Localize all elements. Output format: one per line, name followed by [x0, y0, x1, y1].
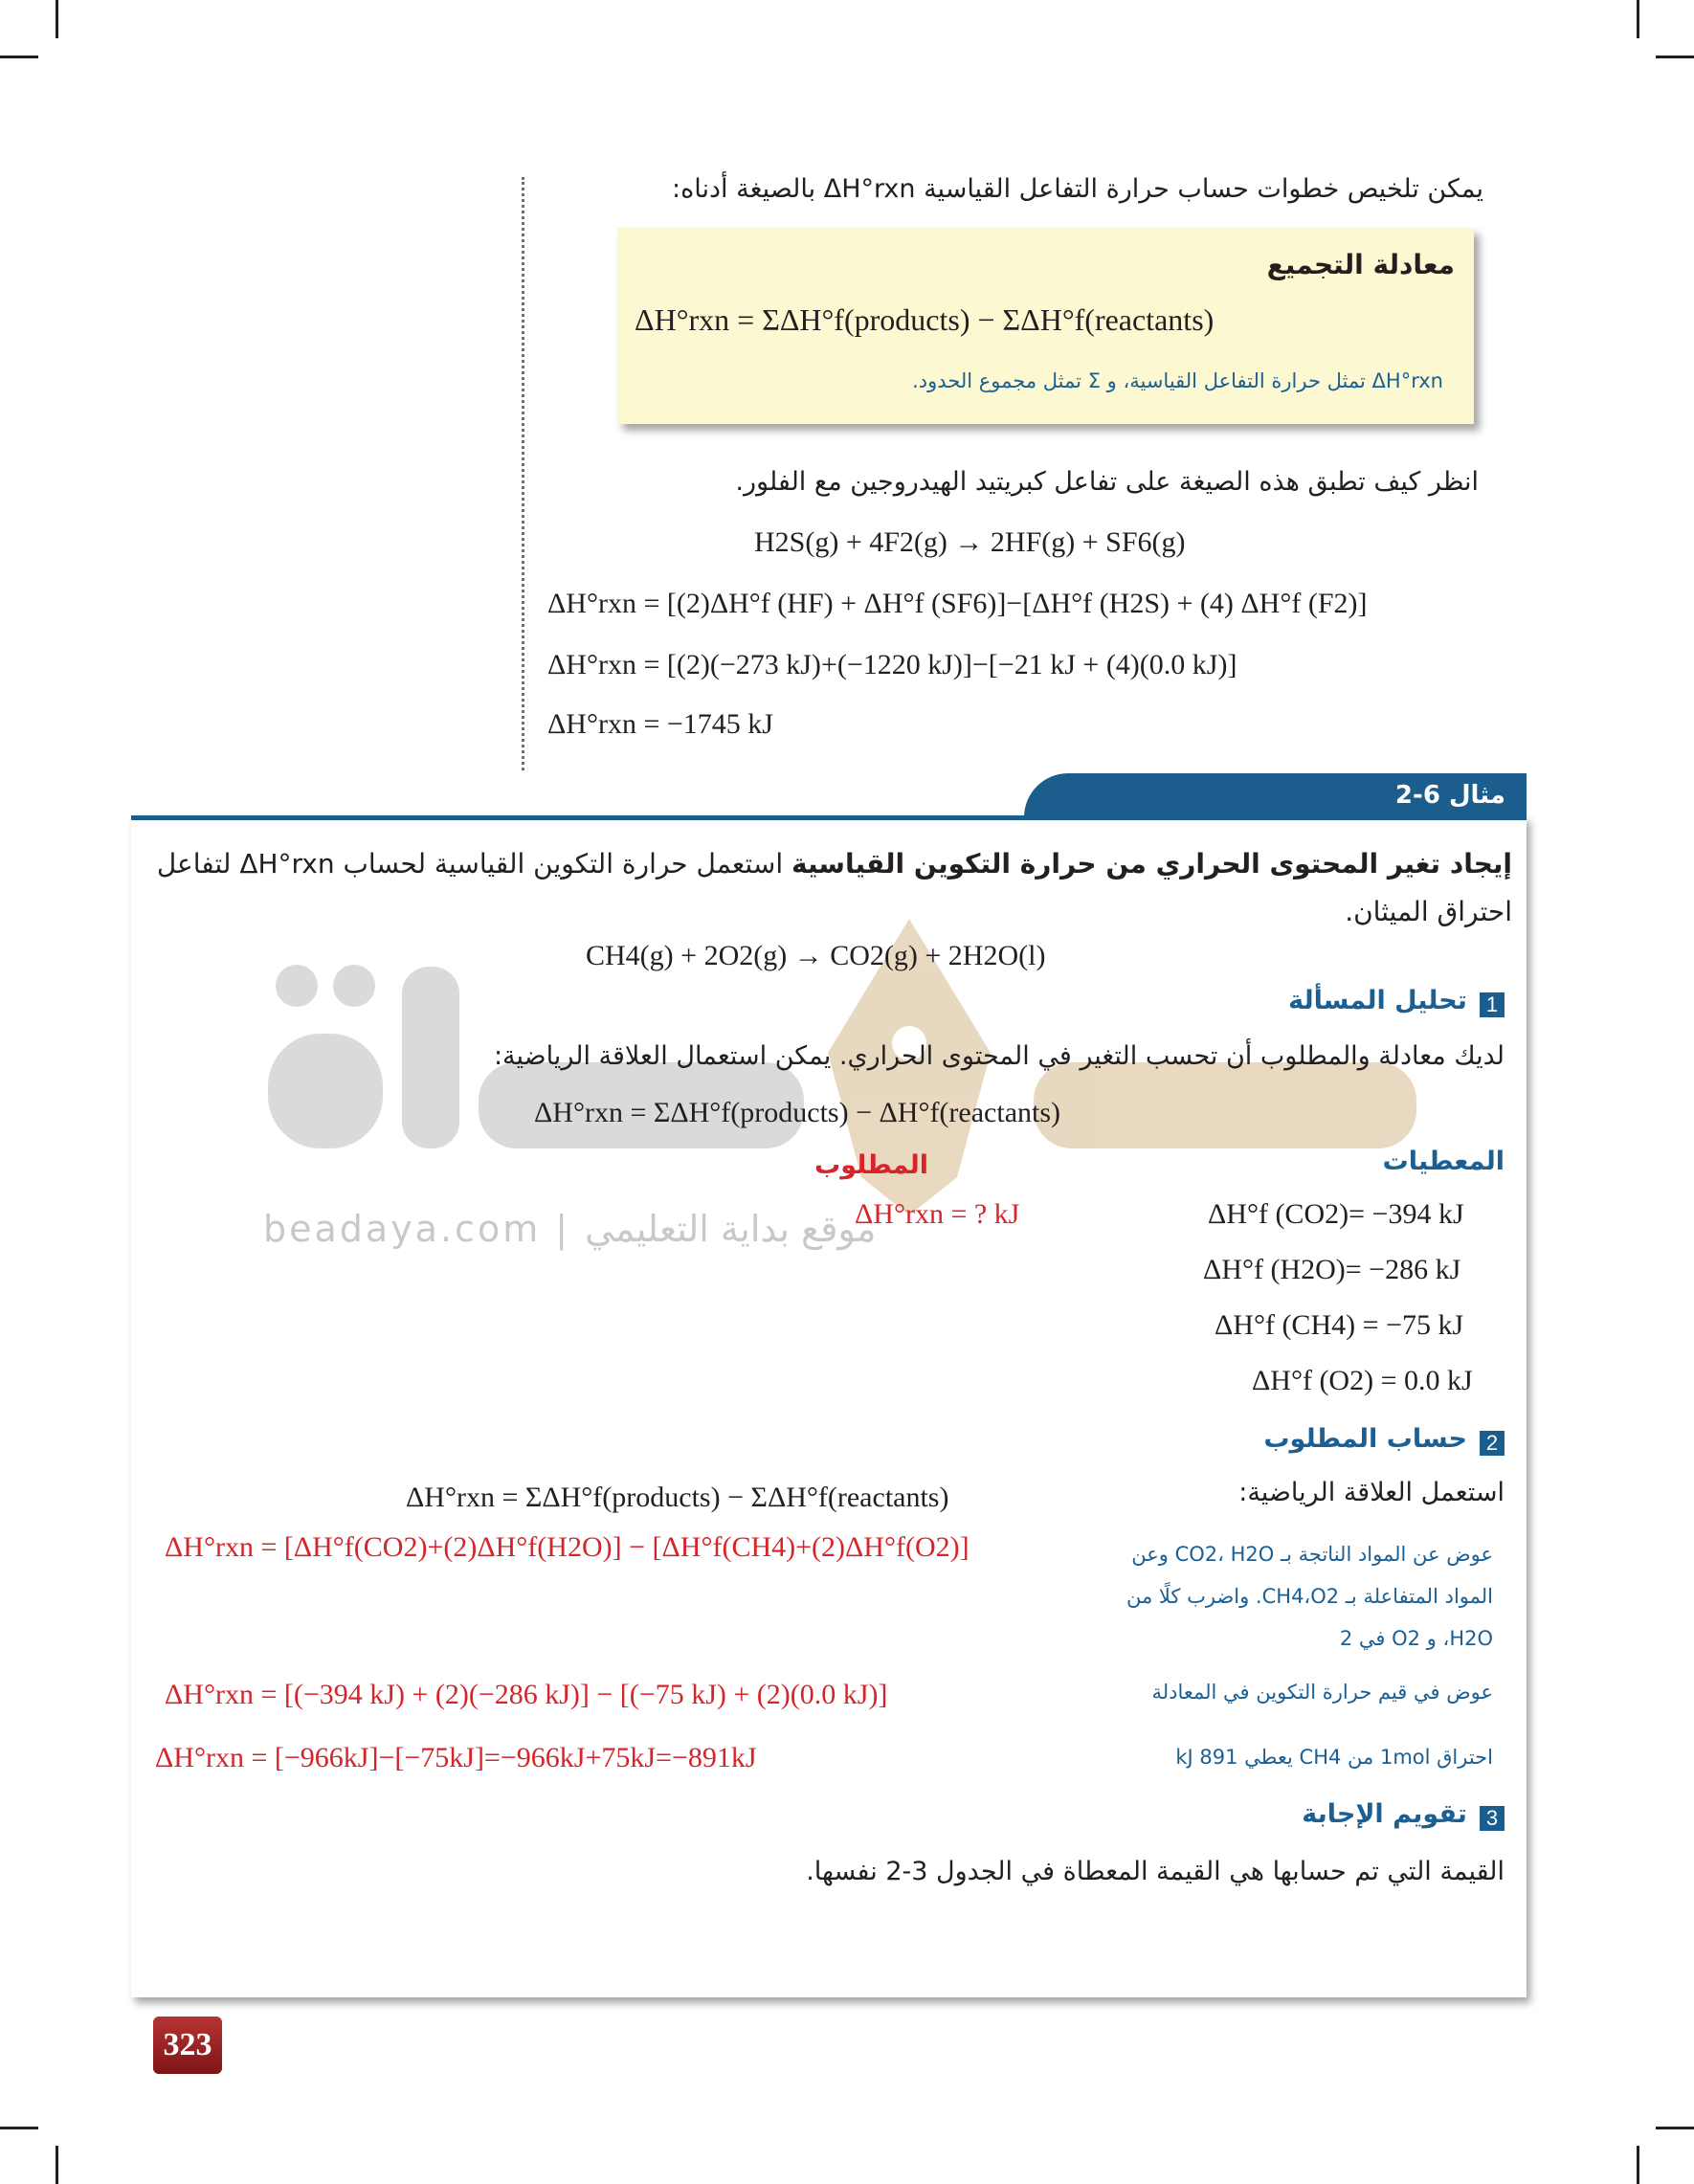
- given-ch4: ΔH°f (CH4) = −75 kJ: [1215, 1309, 1464, 1341]
- step3-number: 3: [1480, 1806, 1505, 1831]
- given-co2: ΔH°f (CO2)= −394 kJ: [1208, 1198, 1464, 1230]
- h2s-intro: انظر كيف تطبق هذه الصيغة على تفاعل كبريتيد الهيدروجين مع الفلور.: [735, 467, 1479, 497]
- box-title: معادلة التجميع: [1266, 249, 1455, 280]
- note-substitute: عوض عن المواد الناتجة بـ CO2، H2O وعن المواد المتفاعلة بـ CH4،O2. واضرب كلًا من H2O، و O2 في 2: [1126, 1543, 1493, 1650]
- crop-mark: [1637, 0, 1639, 38]
- step3-heading: [861, 1799, 1505, 1831]
- step1-equation: ΔH°rxn = ΣΔH°f(products) − ΔH°f(reactants): [534, 1097, 1061, 1128]
- step2-equation: ΔH°rxn = ΣΔH°f(products) − ΣΔH°f(reactants): [406, 1482, 949, 1513]
- step1-text: لديك معادلة والمطلوب أن تحسب التغير في المحتوى الحراري. يمكن استعمال العلاقة الرياضية:: [493, 1041, 1505, 1071]
- example-title: [153, 840, 1512, 936]
- givens-title: المعطيات: [1382, 1147, 1505, 1176]
- step2-heading: [861, 1424, 1505, 1456]
- column-divider: [522, 177, 524, 770]
- example-title-rest: استعمل حرارة التكوين القياسية لحساب ΔH°rxn لتفاعل احتراق الميثان.: [156, 848, 1512, 927]
- step2-number: 2: [1480, 1431, 1505, 1456]
- crop-mark: [0, 2127, 38, 2129]
- crop-mark: [1637, 2146, 1639, 2184]
- crop-mark: [56, 2146, 58, 2184]
- calc-line2: ΔH°rxn = [(−394 kJ) + (2)(−286 kJ)] − [(−75 kJ) + (2)(0.0 kJ)]: [165, 1679, 888, 1710]
- box-equation-text: ΔH°rxn = ΣΔH°f(products) − ΣΔH°f(reactants): [635, 302, 1215, 337]
- crop-mark: [56, 0, 58, 38]
- step1-number: 1: [1480, 992, 1505, 1017]
- step2-title: حساب المطلوب: [1263, 1424, 1467, 1454]
- watermark-stroke: [268, 1034, 383, 1148]
- summary-intro: [593, 174, 1483, 204]
- calc-line1: ΔH°rxn = [ΔH°f(CO2)+(2)ΔH°f(H2O)] − [ΔH°f(CH4)+(2)ΔH°f(O2)]: [165, 1531, 970, 1563]
- step1-title: تحليل المسألة: [1288, 986, 1467, 1015]
- h2s-reaction: H2S(g) + 4F2(g) → 2HF(g) + SF6(g): [754, 526, 1186, 558]
- h2s-line2: ΔH°rxn = [(2)(−273 kJ)+(−1220 kJ)]−[−21 kJ + (4)(0.0 kJ)]: [547, 649, 1237, 680]
- step2-text: استعمل العلاقة الرياضية:: [1238, 1478, 1505, 1507]
- unknown-value: ΔH°rxn = ? kJ: [855, 1198, 1020, 1230]
- step1-heading: [861, 986, 1505, 1017]
- h2s-line1: ΔH°rxn = [(2)ΔH°f (HF) + ΔH°f (SF6)]−[ΔH°f (H2S) + (4) ΔH°f (F2)]: [547, 588, 1368, 619]
- step3-title: تقويم الإجابة: [1302, 1799, 1467, 1829]
- summation-equation-box: [617, 228, 1474, 424]
- crop-mark: [1656, 2127, 1694, 2129]
- page-number: 323: [153, 2017, 222, 2074]
- note-values: عوض في قيم حرارة التكوين في المعادلة: [1151, 1681, 1493, 1704]
- watermark-stroke: [402, 967, 459, 1148]
- methane-reaction: CH4(g) + 2O2(g) → CO2(g) + 2H2O(l): [586, 940, 1046, 971]
- watermark-stroke: [1034, 1062, 1416, 1148]
- crop-mark: [1656, 56, 1694, 58]
- watermark-dot: [333, 965, 375, 1007]
- calc-line3: ΔH°rxn = [−966kJ]−[−75kJ]=−966kJ+75kJ=−891kJ: [155, 1742, 757, 1773]
- step3-text: القيمة التي تم حسابها هي القيمة المعطاة في الجدول 3-2 نفسها.: [806, 1857, 1505, 1886]
- example-tab: [1024, 773, 1527, 819]
- given-h2o: ΔH°f (H2O)= −286 kJ: [1203, 1254, 1461, 1285]
- crop-mark: [0, 56, 38, 58]
- unknown-title: المطلوب: [814, 1150, 928, 1180]
- watermark-site-text: beadaya.com | موقع بداية التعليمي: [263, 1208, 877, 1250]
- example-title-bold: إيجاد تغير المحتوى الحراري من حرارة التكوين القياسية: [791, 848, 1512, 880]
- watermark-dot: [276, 965, 318, 1007]
- h2s-line3: ΔH°rxn = −1745 kJ: [547, 708, 773, 740]
- given-o2: ΔH°f (O2) = 0.0 kJ: [1252, 1365, 1473, 1396]
- note-result: احتراق 1mol من CH4 يعطي 891 kJ: [1175, 1746, 1493, 1769]
- summary-intro-text: يمكن تلخيص خطوات حساب حرارة التفاعل القياسية ΔH°rxn بالصيغة أدناه:: [672, 174, 1483, 204]
- example-tab-label: مثال 6-2: [1394, 781, 1505, 810]
- box-equation: [635, 302, 1214, 338]
- box-note: ΔH°rxn تمثل حرارة التفاعل القياسية، و Σ تمثل مجموع الحدود.: [912, 369, 1443, 392]
